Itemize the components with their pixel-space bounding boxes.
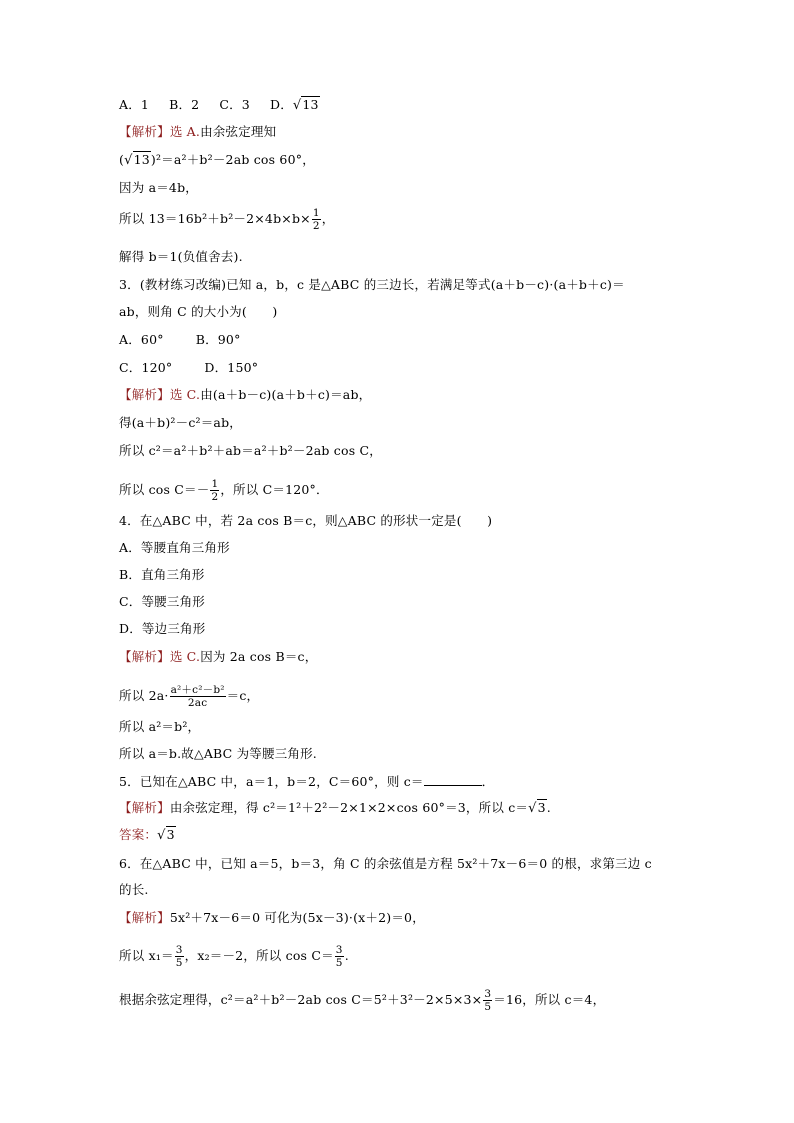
q5-answer — [119, 827, 176, 844]
fraction-denominator: 5 — [175, 957, 183, 969]
q3-option-b: B．90° — [195, 332, 241, 347]
q4-line1: 因为 2a cos B＝c， — [200, 649, 318, 664]
fraction — [175, 944, 184, 969]
q4-choice: 选 C. — [169, 649, 201, 664]
q2-line4-post: ， — [321, 211, 335, 226]
q3-options-row2 — [119, 360, 258, 376]
q2-option-a: A．1 — [119, 97, 150, 112]
fraction-denominator: 2 — [312, 220, 320, 232]
fraction — [170, 684, 226, 709]
q3-line4 — [119, 478, 329, 503]
q2-line1: 由余弦定理知 — [200, 124, 277, 139]
fraction-numerator: 3 — [484, 988, 492, 1000]
q2-line3: 因为 a＝4b， — [119, 180, 198, 195]
sqrt-symbol: √13 — [292, 97, 319, 113]
analysis-tag: 【解析】 — [119, 800, 170, 815]
q4-line3: 所以 a²＝b²， — [119, 719, 201, 734]
q4-option-b: B．直角三角形 — [119, 567, 205, 582]
fraction — [335, 944, 344, 969]
fraction-numerator: 3 — [175, 944, 183, 956]
q2-option-c: C．3 — [219, 97, 250, 112]
q3-option-a: A．60° — [119, 332, 164, 347]
analysis-tag: 【解析】 — [119, 124, 170, 139]
q2-options — [119, 97, 320, 114]
q5-line1-post: . — [546, 800, 551, 815]
q2-line4 — [119, 207, 334, 232]
q4-line2-pre: 所以 2a· — [119, 688, 169, 703]
q4-option-c: C．等腰三角形 — [119, 594, 205, 609]
q2-option-d — [270, 97, 320, 112]
q6-stem-line2: 的长. — [119, 882, 149, 897]
fraction-denominator: 2ac — [170, 696, 226, 709]
q4-option-a: A．等腰直角三角形 — [119, 540, 230, 555]
analysis-tag: 【解析】 — [119, 649, 170, 664]
q5-answer-radicand: 3 — [166, 827, 175, 842]
q3-line2: 得(a＋b)²－c²＝ab， — [119, 415, 242, 430]
analysis-tag: 【解析】 — [119, 387, 170, 402]
q2-line5: 解得 b＝1(负值舍去). — [119, 249, 243, 264]
q2-line2-pre: ( — [119, 152, 125, 167]
q2-choice: 选 A. — [169, 124, 201, 139]
q6-line2-mid: ，x₂＝－2，所以 cos C＝ — [184, 948, 334, 963]
q5-line1-pre: 由余弦定理，得 c²＝1²＋2²－2×1×2×cos 60°＝3，所以 c＝ — [169, 800, 529, 815]
q2-line2-post: )²＝a²＋b²－2ab cos 60°， — [150, 152, 315, 167]
q3-solution-head — [119, 387, 371, 403]
q6-line3 — [119, 988, 605, 1013]
fraction-numerator: 3 — [335, 944, 343, 956]
q3-choice: 选 C. — [169, 387, 201, 402]
q5-stem — [119, 773, 494, 790]
q6-line3-post: ＝16，所以 c＝4， — [493, 992, 606, 1007]
fraction-denominator: 5 — [335, 957, 343, 969]
q4-line2-post: ＝c， — [226, 688, 260, 703]
q5-solution — [119, 800, 551, 817]
q6-line1: 5x²＋7x－6＝0 可化为(5x－3)·(x＋2)＝0， — [169, 910, 425, 925]
q3-stem-line1: 3．(教材练习改编)已知 a，b，c 是△ABC 的三边长，若满足等式(a＋b－c)·(a＋b＋c)＝ — [119, 277, 625, 292]
q2-solution-head — [119, 124, 276, 140]
q4-line2 — [119, 684, 259, 709]
q3-line4-post: ，所以 C＝120°． — [220, 482, 329, 497]
q6-line3-pre: 根据余弦定理得，c²＝a²＋b²－2ab cos C＝5²＋3²－2×5×3× — [119, 992, 483, 1007]
q2-line2 — [119, 152, 315, 169]
fraction-numerator: 1 — [312, 207, 320, 219]
q4-solution-head — [119, 649, 317, 665]
q4-line4: 所以 a＝b.故△ABC 为等腰三角形. — [119, 746, 317, 761]
q3-stem-line2: ab，则角 C 的大小为( ) — [119, 304, 278, 319]
q6-stem-line1: 6．在△ABC 中，已知 a＝5，b＝3，角 C 的余弦值是方程 5x²＋7x－6＝0 的根，求第三边 c — [119, 856, 652, 871]
q6-line2 — [119, 944, 349, 969]
sqrt-symbol: √3 — [528, 800, 546, 816]
q2-line4-pre: 所以 13＝16b²＋b²－2×4b×b× — [119, 211, 311, 226]
q3-line3: 所以 c²＝a²＋b²＋ab＝a²＋b²－2ab cos C， — [119, 443, 382, 458]
q2-line2-radicand: 13 — [133, 152, 150, 167]
fraction-numerator: 1 — [211, 478, 219, 490]
q2-option-d-radicand: 13 — [302, 97, 319, 112]
q4-option-d: D．等边三角形 — [119, 621, 206, 636]
answer-label: 答案： — [119, 827, 158, 842]
q3-option-d: D．150° — [204, 360, 259, 375]
q6-line2-pre: 所以 x₁＝ — [119, 948, 174, 963]
sqrt-symbol: √13 — [124, 152, 150, 168]
q6-line2-post: . — [344, 948, 349, 963]
q3-options-row1 — [119, 332, 241, 348]
q5-stem-post: ． — [481, 774, 495, 789]
q3-option-c: C．120° — [119, 360, 173, 375]
q3-line4-pre: 所以 cos C＝－ — [119, 482, 210, 497]
fraction — [312, 207, 321, 232]
fraction-denominator: 5 — [484, 1001, 492, 1013]
sqrt-symbol: √3 — [157, 827, 175, 843]
q2-option-b: B．2 — [169, 97, 200, 112]
q5-line1-radicand: 3 — [537, 800, 546, 815]
analysis-tag: 【解析】 — [119, 910, 170, 925]
answer-blank — [424, 773, 482, 786]
fraction-numerator: a²＋c²－b² — [170, 684, 225, 696]
q6-solution-head — [119, 910, 425, 926]
q5-stem-pre: 5．已知在△ABC 中，a＝1，b＝2，C＝60°，则 c＝ — [119, 774, 424, 789]
fraction — [210, 478, 219, 503]
fraction — [483, 988, 492, 1013]
q3-line1: 由(a＋b－c)(a＋b＋c)＝ab， — [200, 387, 372, 402]
q2-option-d-label: D． — [269, 97, 293, 112]
q4-stem: 4．在△ABC 中，若 2a cos B＝c，则△ABC 的形状一定是( ) — [119, 513, 493, 528]
fraction-denominator: 2 — [211, 491, 219, 503]
